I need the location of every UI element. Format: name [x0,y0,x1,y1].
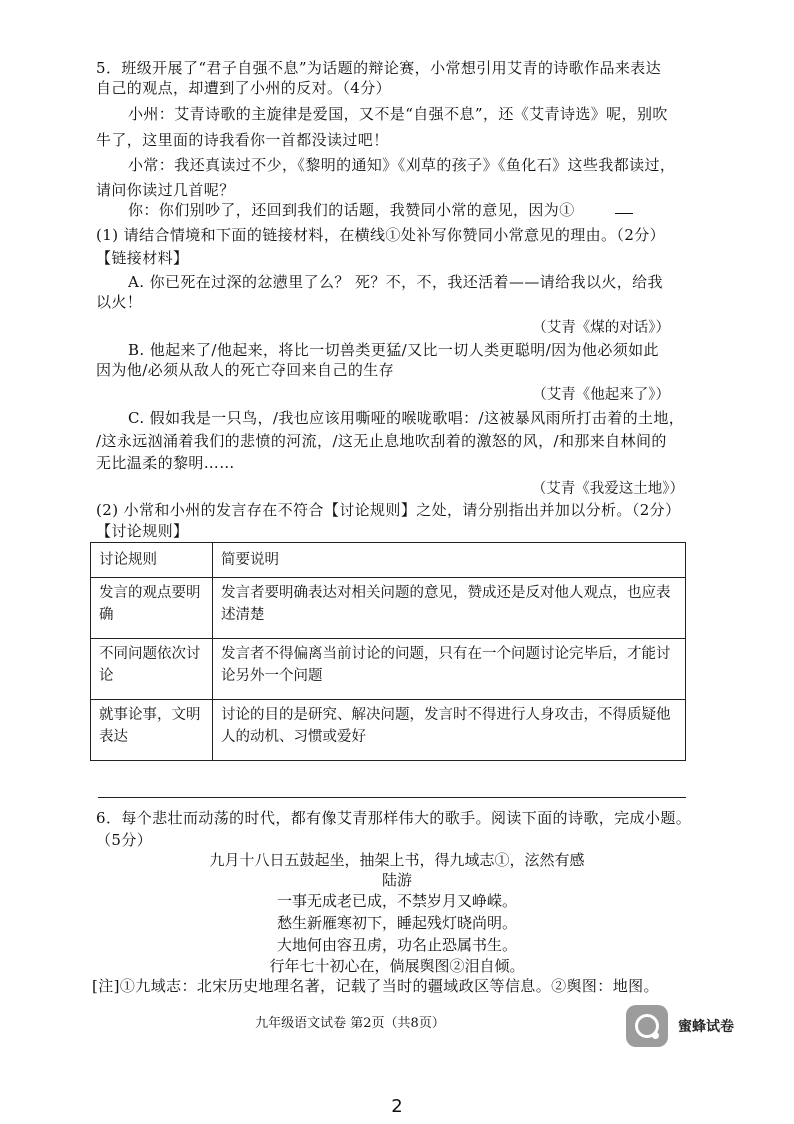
material-a-line-2: 以火！ [96,293,143,311]
material-c-source: （艾青《我爱这土地》） [531,481,684,497]
material-a-source: （艾青《煤的对话》） [532,320,670,336]
rule-cell: 就事论事，文明表达 [91,700,213,761]
table-row [91,578,686,639]
poem-verse-4: 行年七十初心在，倘展舆图②泪自倾。 [269,957,525,975]
sub-question-2: (2) 小常和小州的发言存在不符合【讨论规则】之处，请分别指出并加以分析。（2分） [96,501,681,519]
poem-note: [注]①九域志：北宋历史地理名著，记载了当时的疆域政区等信息。②舆图：地图。 [92,977,659,995]
sub-question-1: (1) 请结合情境和下面的链接材料，在横线①处补写你赞同小常意见的理由。（2分） [96,226,666,244]
section-divider [98,797,686,798]
rule-cell: 发言的观点要明确 [91,578,213,639]
discussion-rules-table [90,542,686,761]
link-material-title: 【链接材料】 [96,249,189,267]
page-footer: 九年级语文试卷 第2页（共8页） [255,1016,445,1031]
your-speech: 你：你们别吵了，还回到我们的话题，我赞同小常的意见，因为① [128,201,575,219]
brand-name: 蜜蜂试卷 [678,1019,734,1035]
desc-cell: 讨论的目的是研究、解决问题，发言时不得进行人身攻击，不得质疑他人的动机、习惯或爱好 [213,700,686,761]
desc-cell: 发言者要明确表达对相关问题的意见，赞成还是反对他人观点，也应表述清楚 [213,578,686,639]
table-row [91,700,686,761]
rule-cell: 不同问题依次讨论 [91,639,213,700]
material-b-source: （艾青《他起来了》） [532,387,670,403]
poem-verse-3: 大地何由容丑虏，功名止恐属书生。 [276,936,517,954]
material-c-line-1: C. 假如我是一只鸟，/我也应该用嘶哑的喉咙歌唱：/这被暴风雨所打击着的土地， [128,409,685,427]
chang-speech-line-1: 小常：我还真读过不少，《黎明的通知》《刈草的孩子》《鱼化石》这些我都读过， [128,156,676,174]
answer-blank [615,213,633,214]
zhou-speech-line-1: 小州：艾青诗歌的主旋律是爱国，又不是“自强不息”，还《艾青诗选》呢，别吹 [128,105,668,123]
page-number: 2 [391,1096,403,1117]
rules-title: 【讨论规则】 [96,522,189,540]
poem-verse-1: 一事无成老已成，不禁岁月又峥嵘。 [276,892,517,910]
chang-speech-line-2: 请问你读过几首呢？ [96,181,235,199]
table-row [91,639,686,700]
q6-stem-line-2: （5分） [96,831,153,849]
q5-stem-line-2: 自己的观点，却遭到了小州的反对。（4分） [96,79,392,97]
desc-cell: 发言者不得偏离当前讨论的问题，只有在一个问题讨论完毕后，才能讨论另外一个问题 [213,639,686,700]
brand-logo-icon [626,1005,668,1047]
poem-title: 九月十八日五鼓起坐，抽架上书，得九域志①，泫然有感 [209,851,585,869]
table-header-rule: 讨论规则 [91,543,213,578]
material-a-line-1: A. 你已死在过深的忿懑里了么？ 死？不，不，我还活着——请给我以火，给我 [128,273,663,291]
material-c-line-3: 无比温柔的黎明…… [96,454,235,472]
zhou-speech-line-2: 牛了，这里面的诗我看你一首都没读过吧！ [96,131,389,149]
material-b-line-1: B. 他起来了/他起来，将比一切兽类更猛/又比一切人类更聪明/因为他必须如此 [128,341,659,359]
table-header-row [91,543,686,578]
poem-verse-2: 愁生新雁寒初下，睡起残灯晓尚明。 [276,914,517,932]
q6-stem-line-1: 6．每个悲壮而动荡的时代，都有像艾青那样伟大的歌手。阅读下面的诗歌，完成小题。 [96,809,692,827]
table-header-desc: 简要说明 [213,543,686,578]
poem-author: 陆游 [381,871,412,889]
material-b-line-2: 因为他/必须从敌人的死亡夺回来自己的生存 [96,361,395,379]
material-c-line-2: /这永远汹涌着我们的悲愤的河流，/这无止息地吹刮着的激怒的风，/和那来自林间的 [96,432,667,450]
q5-stem-line-1: 5．班级开展了“君子自强不息”为话题的辩论赛，小常想引用艾青的诗歌作品来表达 [96,59,662,77]
